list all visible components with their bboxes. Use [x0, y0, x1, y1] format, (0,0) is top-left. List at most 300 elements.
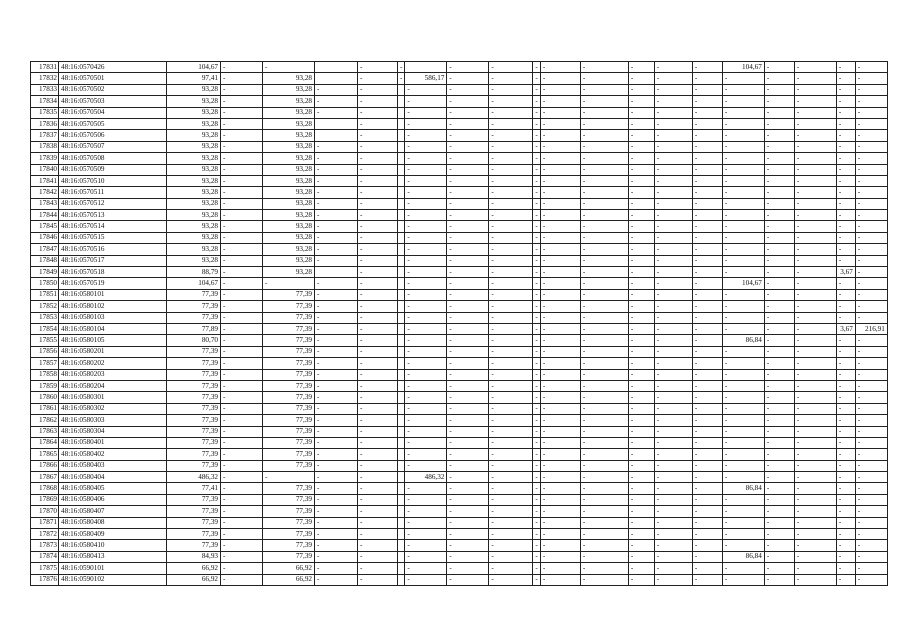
table-cell: 77,39	[167, 289, 221, 300]
table-cell: -	[654, 346, 692, 357]
table-cell: -	[628, 210, 654, 221]
table-cell	[398, 187, 405, 198]
table-cell: -	[628, 141, 654, 152]
table-cell: 17858	[31, 369, 59, 380]
table-cell: 77,39	[167, 358, 221, 369]
table-cell: -	[447, 437, 489, 448]
table-cell: 17862	[31, 415, 59, 426]
table-cell: -	[315, 221, 358, 232]
table-row	[31, 289, 888, 300]
table-cell: -	[764, 244, 794, 255]
table-cell: -	[358, 62, 398, 73]
table-cell: -	[628, 369, 654, 380]
table-cell: -	[628, 335, 654, 346]
table-cell: -	[358, 187, 398, 198]
table-cell: -	[855, 232, 887, 243]
table-cell: -	[836, 415, 855, 426]
table-cell: -	[855, 369, 887, 380]
table-cell: -	[447, 210, 489, 221]
table-cell: -	[654, 403, 692, 414]
table-cell: -	[794, 483, 836, 494]
table-cell: -	[221, 392, 263, 403]
table-cell: -	[540, 529, 580, 540]
table-cell	[398, 312, 405, 323]
table-cell: -	[654, 244, 692, 255]
table-cell: 48:16:0570514	[59, 221, 167, 232]
table-cell: -	[580, 460, 628, 471]
table-cell: 17849	[31, 267, 59, 278]
table-cell: -	[540, 107, 580, 118]
table-cell: -	[692, 380, 722, 391]
table-cell: -	[405, 540, 447, 551]
table-cell: -	[540, 358, 580, 369]
table-cell: 77,39	[263, 312, 315, 323]
table-cell: -	[654, 289, 692, 300]
table-cell: -	[836, 187, 855, 198]
table-cell: -	[580, 312, 628, 323]
table-cell: -	[447, 107, 489, 118]
table-cell: -	[794, 369, 836, 380]
table-cell	[398, 107, 405, 118]
table-cell: 3,67	[836, 267, 855, 278]
table-cell: -	[794, 244, 836, 255]
table-cell: -	[794, 153, 836, 164]
table-cell: 3,67	[836, 323, 855, 334]
table-cell: 48:16:0570509	[59, 164, 167, 175]
table-row	[31, 187, 888, 198]
table-cell: -	[855, 472, 887, 483]
table-cell: -	[794, 346, 836, 357]
table-cell	[398, 164, 405, 175]
table-cell: -	[221, 255, 263, 266]
table-cell: 48:16:0580405	[59, 483, 167, 494]
table-cell: -	[533, 506, 540, 517]
table-cell: 93,28	[263, 267, 315, 278]
table-cell: -	[580, 278, 628, 289]
table-cell: -	[533, 62, 540, 73]
table-cell: -	[221, 164, 263, 175]
table-cell: -	[628, 494, 654, 505]
table-cell: 93,28	[167, 153, 221, 164]
table-cell: -	[654, 392, 692, 403]
table-cell: -	[540, 540, 580, 551]
table-row	[31, 358, 888, 369]
table-cell: -	[358, 267, 398, 278]
table-cell	[398, 358, 405, 369]
table-cell: -	[692, 437, 722, 448]
table-cell: -	[794, 437, 836, 448]
table-cell: -	[836, 563, 855, 574]
table-cell: -	[628, 449, 654, 460]
table-cell: -	[628, 426, 654, 437]
table-cell: -	[855, 107, 887, 118]
table-cell: -	[221, 540, 263, 551]
table-cell: -	[692, 153, 722, 164]
table-cell: 48:16:0570518	[59, 267, 167, 278]
table-cell	[398, 426, 405, 437]
table-cell: -	[315, 312, 358, 323]
table-cell: -	[836, 244, 855, 255]
table-cell: -	[489, 232, 533, 243]
table-cell: -	[540, 96, 580, 107]
table-cell: -	[540, 449, 580, 460]
table-cell: -	[221, 118, 263, 129]
table-cell: -	[221, 415, 263, 426]
table-cell: -	[221, 187, 263, 198]
table-cell	[398, 278, 405, 289]
table-cell: -	[855, 301, 887, 312]
table-cell: -	[405, 483, 447, 494]
table-cell: -	[221, 312, 263, 323]
table-cell: -	[764, 460, 794, 471]
table-cell: -	[580, 426, 628, 437]
table-cell: -	[836, 255, 855, 266]
table-cell: -	[794, 96, 836, 107]
table-cell: -	[540, 175, 580, 186]
table-cell: -	[628, 255, 654, 266]
table-cell: -	[540, 551, 580, 562]
table-cell: -	[855, 563, 887, 574]
table-cell: -	[654, 312, 692, 323]
table-cell: -	[489, 130, 533, 141]
table-cell: -	[628, 551, 654, 562]
table-cell: -	[358, 540, 398, 551]
table-cell: 17868	[31, 483, 59, 494]
table-cell: -	[447, 187, 489, 198]
table-cell: -	[489, 426, 533, 437]
table-cell: 17873	[31, 540, 59, 551]
table-cell: -	[654, 494, 692, 505]
table-cell	[398, 346, 405, 357]
table-cell: 48:16:0570502	[59, 84, 167, 95]
table-cell: -	[794, 358, 836, 369]
table-cell: 17839	[31, 153, 59, 164]
table-cell	[398, 221, 405, 232]
table-cell: -	[580, 529, 628, 540]
table-cell: -	[315, 96, 358, 107]
table-cell: -	[722, 369, 764, 380]
table-cell: -	[447, 255, 489, 266]
table-cell	[398, 301, 405, 312]
table-cell: -	[580, 415, 628, 426]
table-cell: -	[764, 301, 794, 312]
table-cell: -	[358, 483, 398, 494]
table-row	[31, 392, 888, 403]
table-cell: 93,28	[167, 187, 221, 198]
table-cell: -	[447, 198, 489, 209]
table-cell: -	[654, 335, 692, 346]
table-cell: -	[447, 164, 489, 175]
table-cell: 77,39	[167, 301, 221, 312]
table-cell: 48:16:0570515	[59, 232, 167, 243]
table-cell: -	[764, 472, 794, 483]
table-cell: -	[794, 164, 836, 175]
table-cell: -	[489, 278, 533, 289]
table-cell	[398, 335, 405, 346]
table-cell: -	[533, 244, 540, 255]
table-cell: -	[263, 62, 315, 73]
table-cell: -	[358, 84, 398, 95]
table-cell: -	[692, 529, 722, 540]
table-cell: -	[221, 278, 263, 289]
table-cell: -	[580, 187, 628, 198]
table-cell: -	[221, 506, 263, 517]
table-cell: -	[794, 529, 836, 540]
table-cell: -	[533, 107, 540, 118]
table-cell: -	[405, 289, 447, 300]
table-cell: 17831	[31, 62, 59, 73]
table-cell: -	[489, 267, 533, 278]
table-cell	[398, 153, 405, 164]
table-cell: -	[358, 346, 398, 357]
table-cell: -	[654, 551, 692, 562]
table-cell: -	[489, 187, 533, 198]
table-cell: -	[358, 506, 398, 517]
table-cell: -	[489, 210, 533, 221]
table-cell: -	[764, 529, 794, 540]
table-cell: -	[358, 449, 398, 460]
table-cell: -	[221, 483, 263, 494]
table-cell: -	[489, 255, 533, 266]
table-cell: -	[489, 175, 533, 186]
table-cell: -	[221, 517, 263, 528]
table-cell: -	[794, 563, 836, 574]
table-cell: -	[836, 312, 855, 323]
table-cell: -	[628, 483, 654, 494]
table-cell: -	[315, 289, 358, 300]
table-cell	[398, 472, 405, 483]
table-cell: 93,28	[167, 210, 221, 221]
table-cell: 486,32	[405, 472, 447, 483]
table-cell: -	[315, 574, 358, 585]
table-cell: 48:16:0570426	[59, 62, 167, 73]
table-cell: -	[855, 130, 887, 141]
table-cell: -	[580, 403, 628, 414]
table-cell: -	[855, 403, 887, 414]
table-cell: -	[447, 380, 489, 391]
table-cell: -	[764, 437, 794, 448]
table-cell: -	[447, 472, 489, 483]
table-cell: -	[221, 335, 263, 346]
table-cell: -	[654, 153, 692, 164]
table-cell: -	[489, 358, 533, 369]
table-cell: -	[692, 96, 722, 107]
table-cell: 84,93	[167, 551, 221, 562]
table-cell: -	[692, 563, 722, 574]
table-cell: -	[221, 323, 263, 334]
table-cell: -	[628, 130, 654, 141]
table-cell: -	[540, 517, 580, 528]
table-cell: -	[447, 96, 489, 107]
table-cell: -	[405, 153, 447, 164]
table-cell: -	[315, 232, 358, 243]
table-cell: -	[540, 380, 580, 391]
table-cell: -	[855, 221, 887, 232]
table-cell: -	[405, 323, 447, 334]
table-cell: -	[315, 449, 358, 460]
table-cell: 93,28	[263, 118, 315, 129]
table-cell: -	[221, 449, 263, 460]
table-cell: -	[764, 73, 794, 84]
table-cell: -	[221, 175, 263, 186]
table-cell: -	[692, 73, 722, 84]
table-cell: -	[405, 437, 447, 448]
table-cell: -	[358, 472, 398, 483]
table-cell: -	[855, 529, 887, 540]
table-cell: 17836	[31, 118, 59, 129]
table-cell: -	[836, 301, 855, 312]
table-cell: -	[489, 449, 533, 460]
table-cell	[398, 506, 405, 517]
table-cell: -	[540, 153, 580, 164]
table-cell: -	[794, 494, 836, 505]
table-cell: -	[447, 460, 489, 471]
table-cell: -	[794, 221, 836, 232]
table-cell: -	[836, 517, 855, 528]
table-cell: -	[628, 187, 654, 198]
table-cell: 17866	[31, 460, 59, 471]
table-cell: -	[447, 335, 489, 346]
table-cell: -	[794, 62, 836, 73]
table-cell: -	[533, 198, 540, 209]
table-cell: -	[722, 312, 764, 323]
table-cell: -	[836, 153, 855, 164]
table-cell: -	[692, 460, 722, 471]
table-cell: -	[533, 380, 540, 391]
table-cell: -	[855, 517, 887, 528]
table-cell: -	[533, 494, 540, 505]
table-cell: 48:16:0570513	[59, 210, 167, 221]
table-cell: -	[628, 540, 654, 551]
table-cell: -	[855, 62, 887, 73]
table-row	[31, 198, 888, 209]
table-cell: -	[836, 198, 855, 209]
table-cell: -	[794, 130, 836, 141]
table-cell: 17834	[31, 96, 59, 107]
table-cell: -	[405, 118, 447, 129]
table-cell: -	[540, 312, 580, 323]
table-cell: -	[447, 449, 489, 460]
table-cell: -	[580, 301, 628, 312]
table-cell: 97,41	[167, 73, 221, 84]
table-cell: 93,28	[167, 164, 221, 175]
table-cell: -	[764, 506, 794, 517]
table-cell: -	[533, 118, 540, 129]
table-cell: -	[836, 574, 855, 585]
table-cell: -	[358, 392, 398, 403]
table-cell: -	[794, 540, 836, 551]
table-cell: -	[794, 289, 836, 300]
table-cell: -	[580, 551, 628, 562]
table-cell: -	[836, 358, 855, 369]
table-cell: -	[855, 358, 887, 369]
table-cell: 17857	[31, 358, 59, 369]
table-cell: -	[836, 232, 855, 243]
table-cell: -	[540, 403, 580, 414]
table-cell: -	[654, 529, 692, 540]
table-cell: -	[405, 255, 447, 266]
table-cell: -	[405, 164, 447, 175]
table-cell: 86,84	[722, 551, 764, 562]
table-cell: 93,28	[263, 244, 315, 255]
table-cell: 104,67	[167, 278, 221, 289]
table-cell: -	[533, 232, 540, 243]
table-cell: -	[722, 574, 764, 585]
table-row	[31, 437, 888, 448]
table-cell: -	[764, 517, 794, 528]
table-cell: -	[654, 449, 692, 460]
table-cell: -	[764, 267, 794, 278]
table-cell: -	[794, 255, 836, 266]
table-cell: -	[692, 449, 722, 460]
table-cell: 17851	[31, 289, 59, 300]
table-cell: -	[315, 517, 358, 528]
table-cell: 48:16:0570517	[59, 255, 167, 266]
table-row	[31, 574, 888, 585]
table-cell	[398, 551, 405, 562]
table-cell: -	[836, 494, 855, 505]
table-cell: -	[692, 358, 722, 369]
table-cell: 586,17	[405, 73, 447, 84]
table-cell: -	[628, 358, 654, 369]
table-cell: -	[405, 551, 447, 562]
table-cell: -	[489, 529, 533, 540]
table-cell: 48:16:0580104	[59, 323, 167, 334]
table-cell	[398, 483, 405, 494]
table-cell: 77,39	[263, 392, 315, 403]
table-cell: -	[794, 312, 836, 323]
table-cell: -	[221, 301, 263, 312]
table-cell: 48:16:0580303	[59, 415, 167, 426]
table-cell: -	[221, 267, 263, 278]
table-cell: -	[654, 540, 692, 551]
table-cell: 48:16:0580410	[59, 540, 167, 551]
table-cell: 17856	[31, 346, 59, 357]
table-cell: -	[654, 187, 692, 198]
table-cell: -	[489, 198, 533, 209]
table-cell: -	[447, 563, 489, 574]
table-cell: -	[855, 153, 887, 164]
table-cell: -	[315, 506, 358, 517]
table-cell: -	[358, 198, 398, 209]
table-cell: 17852	[31, 301, 59, 312]
table-cell: 86,84	[722, 483, 764, 494]
table-cell: -	[358, 118, 398, 129]
table-cell: -	[580, 221, 628, 232]
table-cell: -	[580, 62, 628, 73]
table-cell: -	[358, 164, 398, 175]
table-cell: -	[628, 198, 654, 209]
table-row	[31, 73, 888, 84]
table-cell: -	[764, 210, 794, 221]
table-cell: -	[447, 369, 489, 380]
table-cell: -	[654, 415, 692, 426]
table-cell: -	[722, 460, 764, 471]
table-cell: -	[722, 517, 764, 528]
table-cell: 48:16:0570506	[59, 130, 167, 141]
table-cell: 77,39	[263, 483, 315, 494]
table-cell: 77,39	[263, 346, 315, 357]
table-cell: -	[836, 62, 855, 73]
table-cell: -	[533, 221, 540, 232]
table-cell: -	[533, 403, 540, 414]
table-cell: 77,39	[167, 517, 221, 528]
table-cell: -	[405, 312, 447, 323]
table-cell: -	[628, 415, 654, 426]
table-cell: -	[221, 232, 263, 243]
table-cell: -	[533, 449, 540, 460]
table-cell: -	[489, 517, 533, 528]
